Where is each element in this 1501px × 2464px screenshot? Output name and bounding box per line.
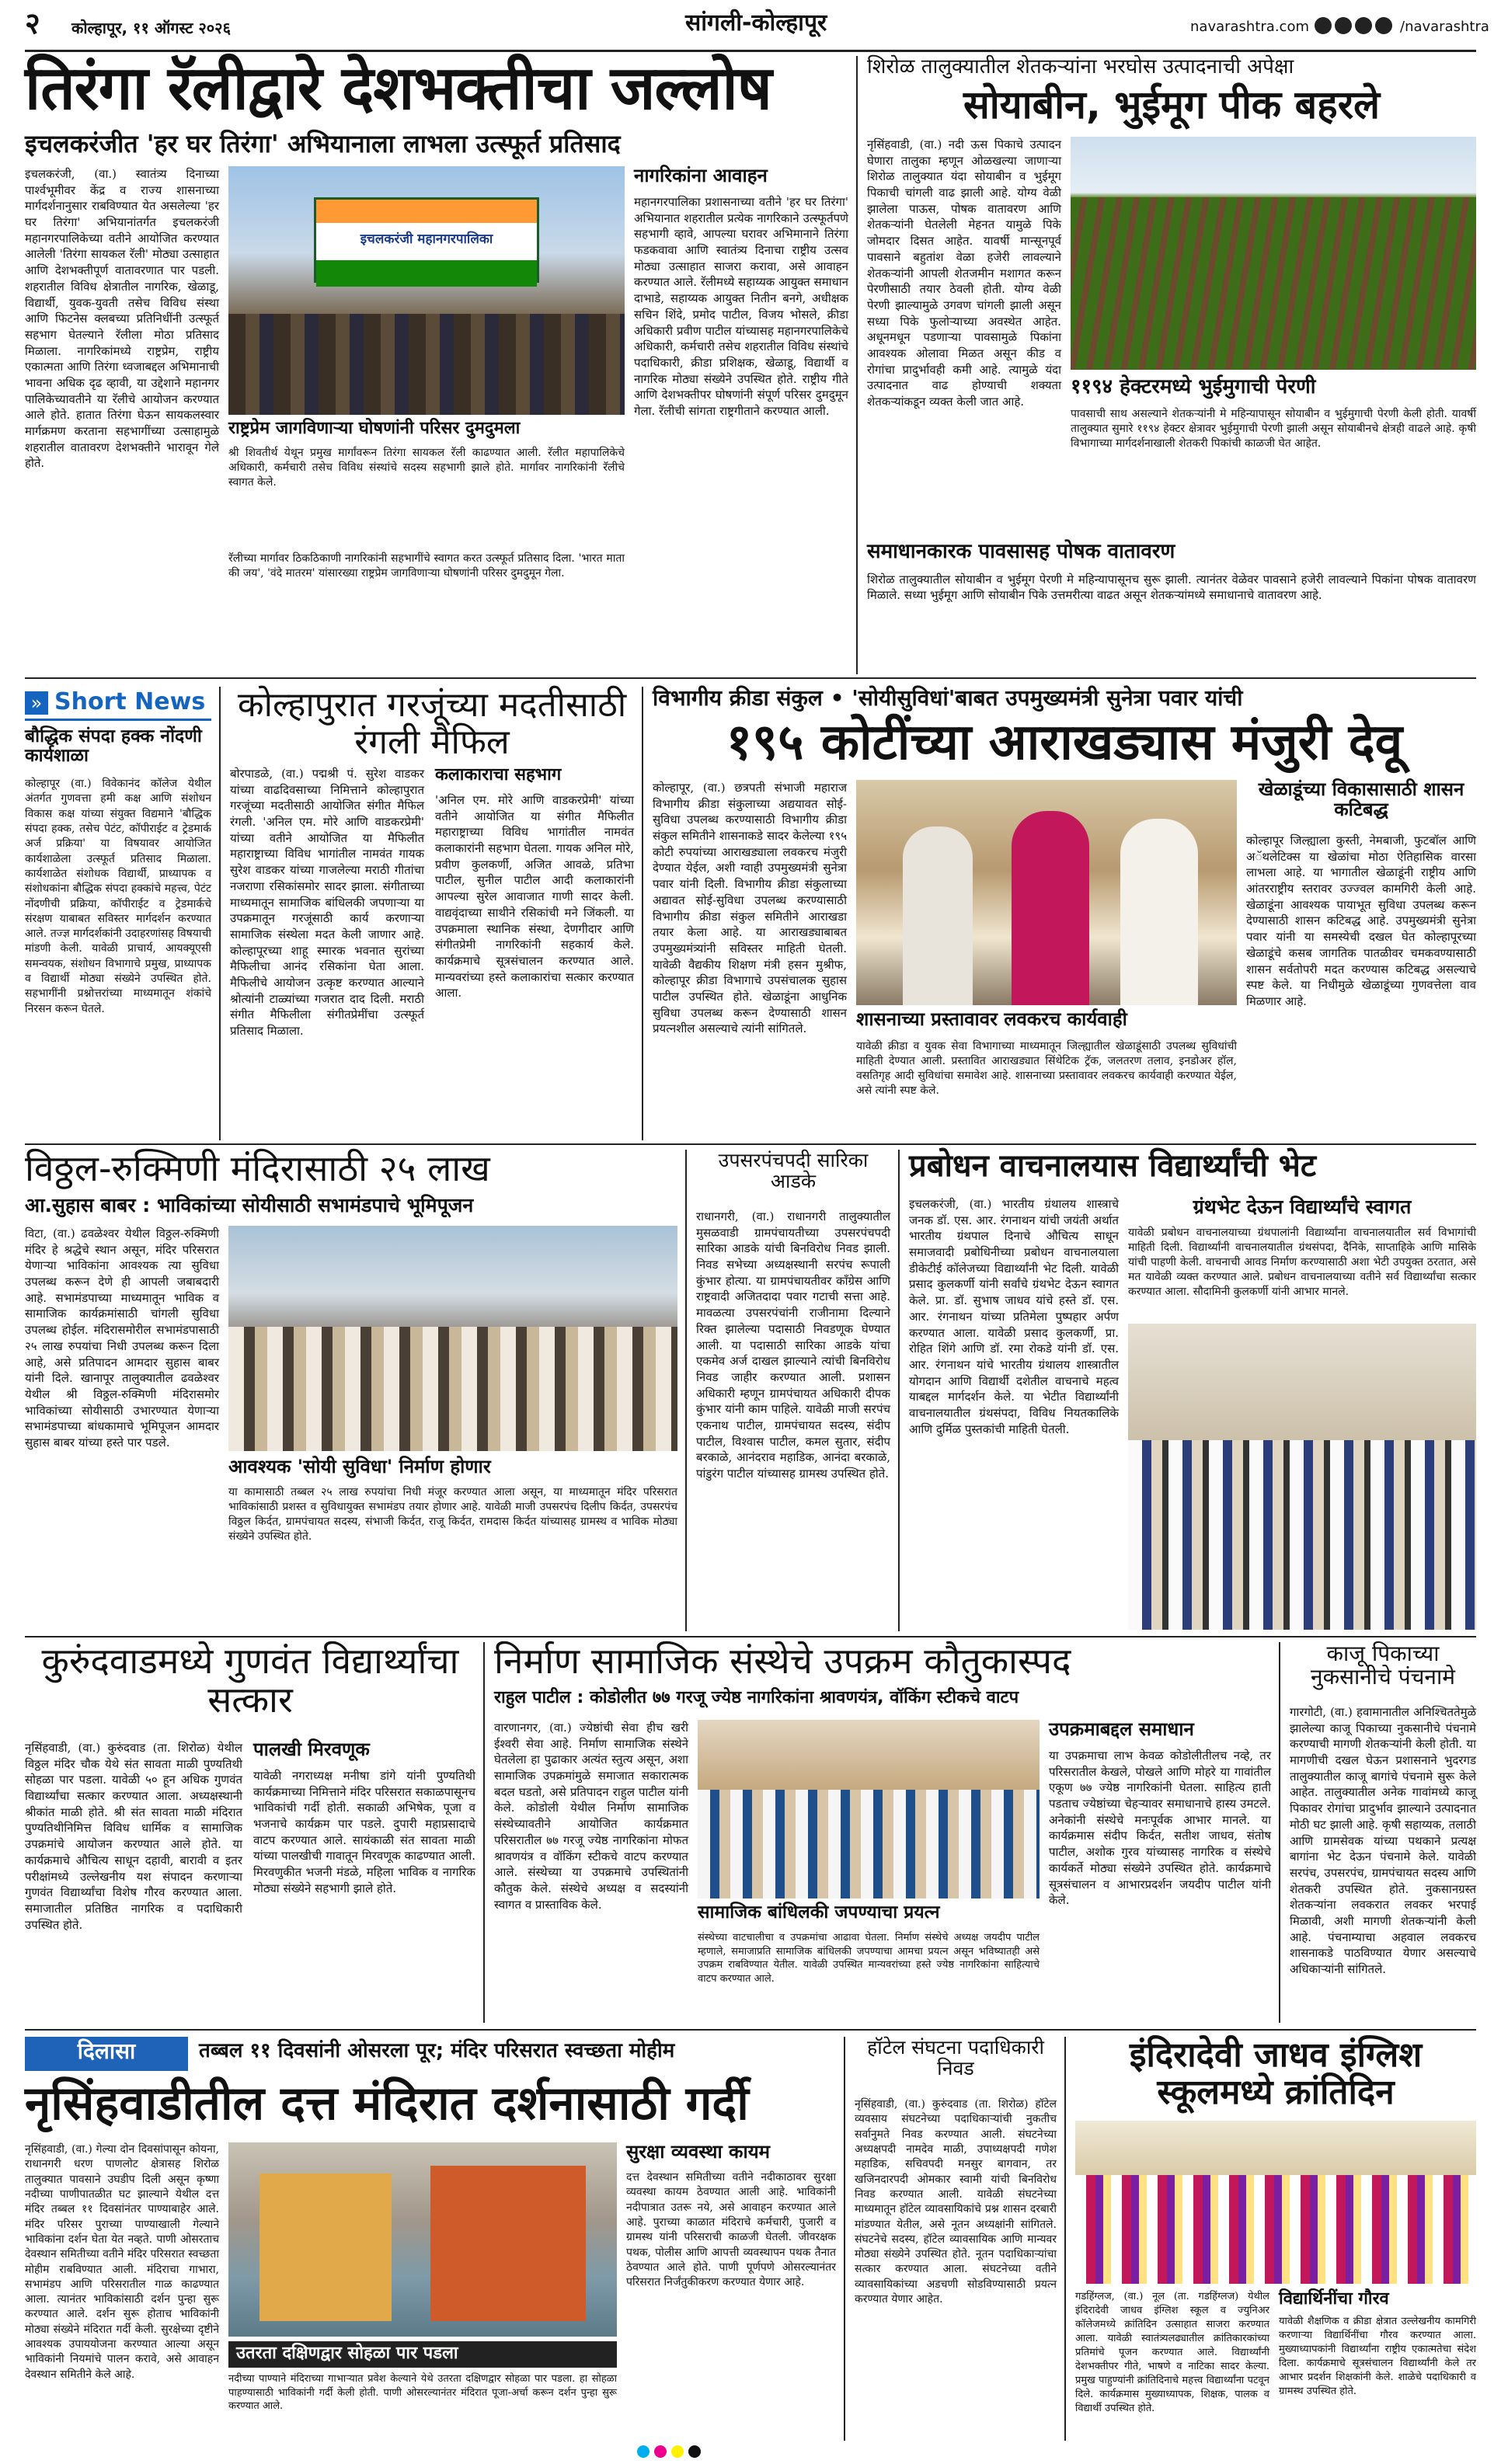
- hotel-title: हॉटेल संघटना पदाधिकारी निवड: [867, 2036, 1044, 2079]
- col-divider-2: [219, 687, 221, 1140]
- registration-dot-yellow: [671, 2445, 684, 2458]
- edition-name: सांगली-कोल्हापूर: [685, 9, 827, 37]
- masthead-rule: [25, 50, 1476, 52]
- sarika-body: राधानगरी, (वा.) राधानगरी तालुक्यातील मुसळवाडी ग्रामपंचायतीच्या उपसरपंचपदी सारिका आडके यांची बिनविरोध निवड झाली. निवड सभेच्या अध्यक्षस्थानी सरपंच रूपाली कुंभार होत्या. या ग्रामपंचायतीवर काँग्रेस आणि राष्ट्रवादी अजितदादा पवार गटाची सत्ता आहे. मावळत्या उपसरपंचांनी राजीनामा दिल्याने रिक्त झालेल्या पदासाठी निवडणूक घेण्यात आली. या पदासाठी सारिका आडके यांचा एकमेव अर्ज दाखल झाल्याने त्यांची बिनविरोध निवड जाहीर करण्यात आली. प्रशासन अधिकारी म्हणून ग्रामपंचायत अधिकारी दीपक कुंभार यांनी काम पाहिले. यावेळी माजी सरपंच एकनाथ पाटील, ग्रामपंचायत सदस्य, संदीप पाटील, विश्वास पाटील, कमल सुतार, संदीप बरकाळे, आनंदराव महाडिक, आनंदा बरकाळे, पांडुरंग पाटील यांच्यासह ग्रामस्थ उपस्थित होते.: [696, 1209, 890, 1481]
- registration-dot-cyan: [637, 2445, 650, 2458]
- col-divider-3: [642, 687, 643, 1140]
- col-divider-9: [1064, 2037, 1066, 2441]
- students-shape: [1128, 1440, 1476, 1630]
- social-handle[interactable]: /navarashtra: [1400, 19, 1489, 35]
- datta-body: नृसिंहवाडी, (वा.) गेल्या दोन दिवसांपासून कोयना, राधानगरी धरण पाणलोट क्षेत्रासह शिरोळ तालुक्यात पावसाने उघडीप दिली असून कृष्णा नदीच्या पाणीपातळीत घट झाल्याने येथील दत्त मंदिर तब्बल ११ दिवसांनंतर पाण्याबाहेर आले. मंदिर परिसर पुराच्या पाण्याखाली गेल्याने भाविकांना दर्शन घेता येत नव्हते. पाणी ओसरताच देवस्थान समितीच्या वतीने मंदिर परिसरात स्वच्छता मोहीम राबविण्यात आली. मंदिराचा गाभारा, सभामंडप आणि परिसरातील गाळ काढण्यात आला. त्यानंतर भाविकांसाठी दर्शन पुन्हा सुरू करण्यात आले. दर्शन सुरू होताच भाविकांनी मोठ्या संख्येने मंदिरात गर्दी केली. सुरक्षेच्या दृष्टीने आवश्यक उपाययोजना करण्यात आल्या असून भाविकांनी नियमांचे पालन करावे, असे आवाहन देवस्थान समितीने केले आहे.: [25, 2143, 219, 2381]
- prabodhan-side-body: यावेळी प्रबोधन वाचनालयाच्या ग्रंथपालांनी विद्यार्थ्यांना वाचनालयातील सर्व विभागांची माहिती दिली. विद्यार्थ्यांनी वाचनालयातील ग्रंथसंपदा, दैनिके, साप्ताहिके आणि मासिके यांची पाहणी केली. वाचनाची आवड निर्माण करण्यासाठी अशा भेटी उपयुक्त ठरतात, असे मत यावेळी व्यक्त करण्यात आले. प्रबोधन वाचनालयाच्या वतीने सर्व विद्यार्थ्यांचा सत्कार करण्यात आला. सौदामिनी कुलकर्णी यांनी आभार मानले.: [1128, 1227, 1476, 1298]
- kurundwad-sub-title: पालखी मिरवणूक: [253, 1738, 370, 1760]
- students-shape: [1075, 2175, 1476, 2284]
- kurundwad-body: नृसिंहवाडी, (वा.) कुरुंदवाड (ता. शिरोळ) येथील विठ्ठल मंदिर चौक येथे संत सावता माळी पुण्यतिथी सोहळा पार पडला. यावेळी ५० हून अधिक गुणवंत विद्यार्थ्यांचा सत्कार करण्यात आला. अध्यक्षस्थानी श्रीकांत माळी होते. श्री संत सावता माळी मंदिरात पुण्यतिथीनिमित्त विविध धार्मिक व सामाजिक उपक्रमांचे आयोजन करण्यात आले होते. या कार्यक्रमाचे औचित्य साधून दहावी, बारावी व इतर परीक्षांमध्ये उल्लेखनीय यश संपादन करणाऱ्या गुणवंत विद्यार्थ्यांचा विशेष गौरव करण्यात आला. समाजातील प्रतिष्ठित नागरिक व पदाधिकारी उपस्थित होते.: [25, 1741, 242, 1932]
- person-shape-2: [1012, 811, 1089, 1005]
- prabodhan-body: इचलकरंजी, (वा.) भारतीय ग्रंथालय शास्त्राचे जनक डॉ. एस. आर. रंगनाथन यांची जयंती अर्थात भारतीय ग्रंथपाल दिनाचे औचित्य साधून समाजवादी प्रबोधिनीच्या प्रबोधन वाचनालयाला डीकेटीई कॉलेजच्या विद्यार्थ्यांनी भेट दिली. यावेळी प्रसाद कुलकर्णी यांनी सर्वांचे ग्रंथभेट देऊन स्वागत केले. प्रा. डॉ. सुभाष जाधव यांचे हस्ते डॉ. एस. आर. रंगनाथन यांच्या प्रतिमेला पुष्पहार अर्पण करण्यात आला. यावेळी प्रसाद कुलकर्णी, प्रा. रोहित शिंगे आणि डॉ. रमा रोकडे यांनी डॉ. एस. आर. रंगनाथन यांचे भारतीय ग्रंथालय शास्त्रातील योगदान आणि विद्यार्थी दशेतील वाचनाचे महत्व याबद्दल मार्गदर्शन केले. या भेटीत विद्यार्थ्यांनी वाचनालयातील ग्रंथसंपदा, विविध नियतकालिके आणि दुर्मिळ पुस्तकांची माहिती घेतली.: [909, 1197, 1119, 1436]
- datta-caption-body: नदीच्या पाण्याने मंदिराच्या गाभाऱ्यात प्रवेश केल्याने येथे उतरता दक्षिणद्वार सोहळा पार पडला. हा सोहळा पाहण्यासाठी भाविकांनी गर्दी केली होती. पाणी ओसरल्यानंतर मंदिरात पूजा-अर्चा करून दर्शन पुन्हा सुरू करण्यात आले.: [228, 2373, 617, 2413]
- mehfil-sub-body: 'अनिल एम. मोरे आणि वाडकरप्रेमी' यांच्या वतीने आयोजित या संगीत मैफिलीत महाराष्ट्राच्या विविध भागांतील नामवंत कलाकारांनी सहभाग घेतला. गायक अनिल मोरे, प्रवीण कुलकर्णी, अजित आवळे, प्रतिभा पाटील, सुनील पाटील आदी कलाकारांनी आपल्या सुरेल आवाजात गाणी सादर केली. वाद्यवृंदाच्या साथीने रसिकांची मने जिंकली. या उपक्रमाला स्थानिक संस्था, देणगीदार आणि संगीतप्रेमी नागरिकांनी सहकार्य केले. कार्यक्रमाचे सूत्रसंचालन करण्यात आले. मान्यवरांच्या हस्ते कलाकारांचा सत्कार करण्यात आला.: [435, 793, 634, 1001]
- datta-photo-caption: [228, 2341, 617, 2368]
- appeal-body: महानगरपालिका प्रशासनाच्या वतीने 'हर घर तिरंगा' अभियानात शहरातील प्रत्येक नागरिकाने उत्स्फूर्तपणे सहभागी व्हावे, आपल्या घरावर अभिमानाने तिरंगा फडकवावा आणि स्वातंत्र्य दिनाचा राष्ट्रीय उत्सव मोठ्या उत्साहात साजरा करावा, असे आवाहन करण्यात आले. रॅलीमध्ये सहाय्यक आयुक्त समाधान दाभाडे, सहाय्यक आयुक्त नितीन बनगे, अधीक्षक सचिन शिंदे, प्रमोद पाटील, विजय भोसले, क्रीडा अधिकारी प्रवीण पाटील यांच्यासह महानगरपालिकेचे अधिकारी, कर्मचारी तसेच शहरातील विविध संस्थांचे पदाधिकारी, क्रीडा प्रशिक्षक, खेळाडू, विद्यार्थी व नागरिक मोठ्या संख्येने उपस्थित होते. राष्ट्रीय गीते आणि देशभक्तीपर घोषणांनी संपूर्ण परिसर दुमदुमून गेला. रॅलीची सांगता राष्ट्रगीताने करण्यात आली.: [634, 195, 848, 418]
- crowd-shape: [228, 314, 625, 415]
- soybean-field-photo: [1071, 137, 1476, 370]
- prabodhan-side-title: ग्रंथभेट देऊन विद्यार्थ्यांचे स्वागत: [1193, 1195, 1412, 1218]
- social-icons: [1315, 17, 1400, 36]
- site-url[interactable]: navarashtra.com: [1190, 19, 1309, 35]
- vitthal-photo: [228, 1226, 677, 1451]
- sarika-title: उपसरपंचपदी सारिका आडके: [718, 1149, 869, 1192]
- registration-dot-magenta: [654, 2445, 667, 2458]
- short-news-text: Short News: [54, 688, 206, 715]
- soybean-sub-body: शिरोळ तालुक्यातील सोयाबीन व भुईमूग पेरणी मे महिन्यापासूनच सुरू झाली. त्यानंतर वेळेवर पावसाने हजेरी लावल्याने पिकांना पोषक वातावरण मिळाले. सध्या भुईमूग आणि सोयाबीन पिके उत्तमरीत्या वाढत असून शेतकऱ्यांमध्ये समाधानाचे वातावरण आहे.: [867, 572, 1476, 603]
- nirman-side-body: या उपक्रमाचा लाभ केवळ कोडोलीतीलच नव्हे, तर परिसरातील केखले, पोखले आणि मोहरे या गावांतील एकूण ७७ ज्येष्ठ नागरिकांनी घेतला. साहित्य हाती पडताच ज्येष्ठांच्या चेहऱ्यावर समाधानाचे हास्य उमटले. अनेकांनी संस्थेचे मनःपूर्वक आभार मानले. या कार्यक्रमास संदीप किर्दत, सतीश जाधव, संतोष पाटील, अशोक गुरव यांच्यासह नागरिक व संस्थेचे कार्यकर्ते मोठ्या संख्येने उपस्थित होते. कार्यक्रमाचे सूत्रसंचालन व आभारप्रदर्शन जयदीप पाटील यांनी केले.: [1049, 1749, 1271, 1908]
- page-number: २: [25, 6, 40, 40]
- nirman-side-title: उपक्रमाबद्दल समाधान: [1049, 1718, 1194, 1740]
- tiranga-banner: [314, 197, 539, 283]
- krida-kicker: विभागीय क्रीडा संकुल • 'सोयीसुविधां'बाबत उपमुख्यमंत्री सुनेत्रा पवार यांची: [653, 685, 1243, 711]
- indiradevi-sub-body: यावेळी शैक्षणिक व क्रीडा क्षेत्रात उल्लेखनीय कामगिरी करणाऱ्या विद्यार्थिनींचा गौरव करण्यात आला. मुख्याध्यापकांनी विद्यार्थ्यांना राष्ट्रीय एकात्मतेचा संदेश दिला. कार्यक्रमाचे सूत्रसंचालन विद्यार्थ्यांनी केले तर आभार प्रदर्शन शिक्षकांनी केले. शाळेचे पदाधिकारी व ग्रामस्थ उपस्थित होते.: [1279, 2316, 1476, 2397]
- vitthal-headline: विठ्ठल-रुक्मिणी मंदिरासाठी २५ लाख: [25, 1147, 490, 1189]
- mehfil-headline: कोल्हापुरात गरजूंच्या मदतीसाठी रंगली मैफिल: [237, 685, 627, 762]
- krida-photo: [856, 780, 1237, 1005]
- soybean-photo-caption: ११९४ हेक्टरमध्ये भुईमुगाची पेरणी: [1071, 375, 1316, 398]
- vitthal-body: विटा, (वा.) ढवळेश्वर येथील विठ्ठल-रुक्मिणी मंदिर हे श्रद्धेचे स्थान असून, मंदिर परिसरात येणाऱ्या भाविकांना आवश्यक त्या सुविधा उपलब्ध करून देणे ही आपली जबाबदारी आहे. सभामंडपाच्या माध्यमातून भाविक व सामाजिक कार्यक्रमांसाठी चांगली सुविधा उपलब्ध होईल. मंदिरासमोरील सभामंडपासाठी २५ लाख रुपयांचा निधी उपलब्ध करून दिला आहे, असे प्रतिपादन आमदार सुहास बाबर यांनी दिले. खानापूर तालुक्यातील ढवळेश्वर येथील श्री विठ्ठल-रुक्मिणी मंदिरासमोर भाविकांच्या सोयीसाठी उभारण्यात येणाऱ्या सभामंडपाच्या बांधकामाचे भूमिपूजन आमदार सुहास बाबर यांच्या हस्ते पार पडले.: [25, 1227, 219, 1450]
- prabodhan-photo: [1128, 1324, 1476, 1630]
- kurundwad-headline: कुरुंदवाडमध्ये गुणवंत विद्यार्थ्यांचा सत्कार: [41, 1640, 459, 1721]
- x-icon[interactable]: [1335, 17, 1352, 34]
- temple-shape: [259, 2173, 392, 2321]
- registration-dot-black: [688, 2445, 701, 2458]
- krida-photo-caption: शासनाच्या प्रस्तावावर लवकरच कार्यवाही: [856, 1008, 1127, 1030]
- row-rule-1: [25, 677, 1476, 679]
- appeal-title: नागरिकांना आवाहन: [634, 165, 768, 186]
- nirman-headline: निर्माण सामाजिक संस्थेचे उपक्रम कौतुकास्पद: [494, 1640, 1071, 1682]
- crowd-shape: [228, 1327, 677, 1451]
- temple-shape-2: [430, 2166, 586, 2321]
- tiranga-photo: [228, 166, 625, 415]
- nirman-body: वारणानगर, (वा.) ज्येष्ठांची सेवा हीच खरी ईश्वरी सेवा आहे. निर्माण सामाजिक संस्थेने घेतलेला हा पुढाकार अत्यंत स्तुत्य असून, अशा सामाजिक उपक्रमांमुळे समाजात सकारात्मक बदल घडतो, असे प्रतिपादन राहुल पाटील यांनी केले. कोडोली येथील निर्माण सामाजिक संस्थेच्यावतीने आयोजित कार्यक्रमात परिसरातील ७७ गरजू ज्येष्ठ नागरिकांना मोफत श्रावणयंत्र व वॉकिंग स्टीकचे वाटप करण्यात आले. संस्थेच्या या उपक्रमाचे उपस्थितांनी कौतुक केले. संस्थेचे अध्यक्ष व सदस्यांनी स्वागत व प्रास्ताविक केले.: [494, 1721, 688, 1912]
- kurundwad-sub-body: यावेळी नगराध्यक्ष मनीषा डांगे यांनी पुण्यतिथी कार्यक्रमाच्या निमित्ताने मंदिर परिसरात सकाळपासूनच भाविकांची गर्दी होती. सकाळी अभिषेक, पूजा व भजनाचे कार्यक्रम पार पडले. दुपारी महाप्रसादाचे वाटप करण्यात आले. सायंकाळी संत सावता माळी यांच्या पालखीची गावातून मिरवणूक काढण्यात आली. मिरवणुकीत भजनी मंडळे, महिला भाविक व नागरिक मोठ्या संख्येने सहभागी झाले होते.: [253, 1769, 475, 1895]
- chevron-right-icon: »: [25, 691, 48, 715]
- short-news-label: [25, 687, 211, 721]
- person-shape-3: [1120, 819, 1198, 1005]
- krida-side-body: कोल्हापूर जिल्ह्याला कुस्ती, नेमबाजी, फुटबॉल आणि अॅथलेटिक्स या खेळांचा मोठा ऐतिहासिक वारसा लाभला आहे. या भागातील खेळाडूंनी राष्ट्रीय आणि आंतरराष्ट्रीय स्तरावर उज्ज्वल कामगिरी केली आहे. खेळाडूंना आवश्यक पायाभूत सुविधा उपलब्ध करून देण्यासाठी शासन कटिबद्ध आहे. उपमुख्यमंत्री सुनेत्रा पवार यांनी या समस्येची दखल घेत कोल्हापूरच्या खेळाडूंचे कसब जागतिक पातळीवर चमकवण्यासाठी शासन सर्वतोपरी मदत करण्यास कटिबद्ध असल्याचे स्पष्ट केले. या निधीमुळे खेळाडूंच्या गुणवत्तेला वाव मिळणार आहे.: [1246, 834, 1476, 1008]
- indiradevi-headline: इंदिरादेवी जाधव इंग्लिश स्कूलमध्ये क्रांतिदिन: [1129, 2035, 1423, 2112]
- facebook-icon[interactable]: [1315, 17, 1332, 34]
- tiranga-body: इचलकरंजी, (वा.) स्वातंत्र्य दिनाच्या पार्श्वभूमीवर केंद्र व राज्य शासनाच्या मार्गदर्शनानुसार राबविण्यात येत असलेल्या 'हर घर तिरंगा' अभियानांतर्गत इचलकरंजी महानगरपालिकेच्या वतीने आयोजित करण्यात आलेली 'तिरंगा सायकल रॅली' मोठ्या उत्साहात आणि देशभक्तीपूर्ण वातावरणात पार पडली. शहरातील विविध क्षेत्रातील नागरिक, खेळाडू, विद्यार्थी, युवक-युवती तसेच विविध संस्था आणि फिटनेस क्लबच्या प्रतिनिधींनी उत्स्फूर्त सहभाग घेतल्याने रॅलीला मोठा प्रतिसाद मिळाला. नागरिकांमध्ये राष्ट्रप्रेम, राष्ट्रीय एकात्मता आणि तिरंगा ध्वजाबद्दल अभिमानाची भावना अधिक दृढ व्हावी, या उद्देशाने महानगर पालिकेच्यावतीने या रॅलीचे आयोजन करण्यात आले होते. हातात तिरंगा घेऊन सायकलस्वार मार्गक्रमण करताना सहभागींच्या उत्साहामुळे शहरातील वातावरण देशभक्तीने भारावून गेले होते.: [25, 167, 219, 471]
- registration-marks: [637, 2444, 870, 2459]
- tiranga-caption-2: रॅलीच्या मार्गावर ठिकठिकाणी नागरिकांनी सहभागींचे स्वागत करत उत्स्फूर्त प्रतिसाद दिला. 'भारत माता की जय', 'वंदे मातरम' यांसारख्या राष्ट्रप्रेम जागविणाऱ्या घोषणांनी परिसर दुमदुमून गेला.: [228, 552, 625, 579]
- indiradevi-sub-title: विद्यार्थिनींचा गौरव: [1279, 2289, 1389, 2309]
- banner-text: इचलकरंजी महानगरपालिका: [316, 223, 537, 260]
- crop-rows: [1071, 197, 1476, 370]
- mehfil-body: बोरपाडळे, (वा.) पद्मश्री पं. सुरेश वाडकर यांच्या वाढदिवसाच्या निमित्ताने कोल्हापुरात गरजूंच्या मदतीसाठी आयोजित संगीत मैफिल रंगली. 'अनिल एम. मोरे आणि वाडकरप्रेमी' यांच्या वतीने आयोजित या मैफिलीत महाराष्ट्राच्या विविध भागांतील नामवंत गायक सुरेश वाडकर यांच्या गाजलेल्या मराठी गीतांचा नजराणा रसिकांसमोर सादर झाला. संगीताच्या माध्यमातून सामाजिक बांधिलकी जपणाऱ्या या उपक्रमातून गरजूंसाठी कार्य करणाऱ्या सामाजिक संस्थेला मदत केली जाणार आहे. कोल्हापूरच्या शाहू स्मारक भवनात सुरांच्या मैफिलीचा आनंद रसिकांना घेता आला. मैफिलीचे आयोजन उत्कृष्ट करण्यात आल्याने श्रोत्यांनी टाळ्यांच्या गजरात दाद दिली. मराठी संगीत मैफिलीला संगीतप्रेमींचा उत्स्फूर्त प्रतिसाद मिळाला.: [230, 767, 424, 1038]
- indiradevi-body: गडहिंग्लज, (वा.) नूल (ता. गडहिंग्लज) येथील इंदिरादेवी जाधव इंग्लिश स्कूल व ज्युनिअर कॉलेजमध्ये क्रांतिदिन उत्साहात साजरा करण्यात आला. यावेळी स्वातंत्र्यलढ्यातील क्रांतिकारकांच्या प्रतिमांचे पूजन करण्यात आले. विद्यार्थ्यांनी देशभक्तीपर गीते, भाषणे व नाटिका सादर केल्या. प्रमुख पाहुण्यांनी क्रांतिदिनाचे महत्त्व विद्यार्थ्यांना पटवून दिले. कार्यक्रमास मुख्याध्यापक, शिक्षक, पालक व विद्यार्थी उपस्थित होते.: [1075, 2291, 1269, 2414]
- indiradevi-photo: [1075, 2121, 1476, 2284]
- group-shape: [698, 1790, 1040, 1898]
- instagram-icon[interactable]: [1355, 17, 1372, 34]
- page-date: कोल्हापूर, ११ ऑगस्ट २०२६: [71, 19, 231, 37]
- col-divider-1: [856, 56, 858, 674]
- dilasa-text: दिलासा: [77, 2038, 136, 2064]
- tiranga-headline: तिरंगा रॅलीद्वारे देशभक्तीचा जल्लोष: [25, 54, 771, 124]
- vitthal-sub-title: आवश्यक 'सोयी सुविधा' निर्माण होणार: [228, 1456, 491, 1477]
- short-news-body: कोल्हापूर (वा.) विवेकानंद कॉलेज येथील अंतर्गत गुणवत्ता हमी कक्ष आणि संशोधन विकास कक्ष यांच्या संयुक्त विद्यमाने 'बौद्धिक संपदा हक्क, तसेच पेटंट, कॉपीराईट व ट्रेडमार्क अर्ज प्रक्रिया' या विषयावर आयोजित कार्यशाळेला उत्स्फूर्त प्रतिसाद मिळाला. कार्यशाळेत संशोधक विद्यार्थी, प्राध्यापक व संशोधकांना बौद्धिक संपदा हक्कांचे महत्त्व, पेटंट नोंदणीची प्रक्रिया, कॉपीराईट व ट्रेडमार्कचे संरक्षण याबाबत सविस्तर मार्गदर्शन करण्यात आले. तज्ज्ञ मार्गदर्शकांनी उदाहरणांसह विषयाची मांडणी केली. यावेळी प्राचार्य, आयक्यूएसी समन्वयक, संशोधन विभागाचे प्रमुख, प्राध्यापक व विद्यार्थी मोठ्या संख्येने उपस्थित होते. सहभागींनी प्रश्नोत्तरांच्या माध्यमातून शंकांचे निरसन करून घेतले.: [25, 778, 211, 1015]
- col-divider-8: [844, 2037, 845, 2441]
- hotel-body: नृसिंहवाडी, (वा.) कुरुंदवाड (ता. शिरोळ) हॉटेल व्यवसाय संघटनेच्या पदाधिकाऱ्यांची नुकतीच सर्वानुमते निवड करण्यात आली. संघटनेच्या अध्यक्षपदी नामदेव माळी, उपाध्यक्षपदी गणेश महाडिक, सचिवपदी मनसुर बागवान, तर खजिनदारपदी ओमकार स्वामी यांची बिनविरोध निवड करण्यात आली. यावेळी संघटनेच्या माध्यमातून हॉटेल व्यावसायिकांचे प्रश्न शासन दरबारी मांडण्यात येतील, असे नूतन अध्यक्षांनी सांगितले. संघटनेचे सदस्य, हॉटेल व्यावसायिक आणि मान्यवर मोठ्या संख्येने उपस्थित होते. नूतन पदाधिकाऱ्यांचा सत्कार करण्यात आला. संघटनेच्या वतीने व्यावसायिकांच्या अडचणी सोडविण्यासाठी प्रयत्न करण्यात येणार आहेत.: [855, 2098, 1057, 2306]
- kaju-headline: काजू पिकाच्या नुकसानीचे पंचनामे: [1311, 1641, 1455, 1690]
- mehfil-sub-title: कलाकाराचा सहभाग: [435, 765, 562, 785]
- datta-headline: नृसिंहवाडीतील दत्त मंदिरात दर्शनासाठी गर्दी: [25, 2076, 749, 2131]
- datta-sub-title: सुरक्षा व्यवस्था कायम: [626, 2141, 770, 2163]
- short-news-title: बौद्धिक संपदा हक्क नोंदणी कार्यशाळा: [25, 726, 202, 766]
- nirman-photo-caption: सामाजिक बांधिलकी जपण्याचा प्रयत्न: [698, 1902, 940, 1923]
- soybean-kicker: शिरोळ तालुक्यातील शेतकऱ्यांना भरघोस उत्पादनाची अपेक्षा: [867, 55, 1294, 78]
- col-divider-5: [898, 1150, 900, 1631]
- soybean-headline: सोयाबीन, भुईमूग पीक बहरले: [963, 82, 1381, 127]
- prabodhan-headline: प्रबोधन वाचनालयास विद्यार्थ्यांची भेट: [909, 1148, 1317, 1184]
- nirman-subhead: राहुल पाटील : कोडोलीत ७७ गरजू ज्येष्ठ नागरिकांना श्रावणयंत्र, वॉकिंग स्टीकचे वाटप: [494, 1688, 1019, 1707]
- datta-kicker: तब्बल ११ दिवसांनी ओसरला पूर; मंदिर परिसरात स्वच्छता मोहीम: [199, 2039, 675, 2062]
- krida-headline: १९५ कोटींच्या आराखड्यास मंजुरी देवू: [726, 714, 1403, 771]
- vitthal-subhead: आ.सुहास बाबर : भाविकांच्या सोयीसाठी सभामंडपाचे भूमिपूजन: [25, 1194, 474, 1216]
- tiranga-caption-1: श्री शिवतीर्थ येथून प्रमुख मार्गांवरून तिरंगा सायकल रॅली काढण्यात आली. रॅलीत महापालिकेचे अधिकारी, कर्मचारी तसेच विविध संस्थांचे सदस्य सहभागी झाले होते. मार्गावर नागरिकांनी रॅलीचे स्वागत केले.: [228, 447, 625, 489]
- krida-body: कोल्हापूर, (वा.) छत्रपती संभाजी महाराज विभागीय क्रीडा संकुलाच्या अद्ययावत सोई-सुविधा उपलब्ध करण्यासाठी विभागीय क्रीडा संकुल समितीने शासनाकडे सादर केलेल्या १९५ कोटी रुपयांच्या आराखड्याला लवकरच मंजुरी देण्यात येईल, अशी ग्वाही उपमुख्यमंत्री सुनेत्रा पवार यांनी दिली. विभागीय क्रीडा संकुलाच्या अद्यावत सोई-सुविधा उपलब्ध करण्यासाठी विभागीय क्रीडा संकुल समितीने आराखडा तयार केला आहे. या आराखड्याबाबत उपमुख्यमंत्र्यांनी सविस्तर माहिती घेतली. यावेळी वैद्यकीय शिक्षण मंत्री हसन मुश्रीफ, कोल्हापूर क्रीडा विभागाचे उपसंचालक सुहास पाटील उपस्थित होते. खेळाडूंना आधुनिक सुविधा उपलब्ध करून देण्यासाठी शासन प्रयत्नशील असल्याचे त्यांनी सांगितले.: [653, 781, 847, 1036]
- datta-sub-body: दत्त देवस्थान समितीच्या वतीने नदीकाठावर सुरक्षा व्यवस्था कायम ठेवण्यात आली आहे. भाविकांनी नदीपात्रात उतरू नये, असे आवाहन करण्यात आले आहे. पुराच्या काळात मंदिराचे कर्मचारी, पुजारी व ग्रामस्थ यांनी परिसराची काळजी घेतली. जीवरक्षक पथक, पोलीस आणि आपत्ती व्यवस्थापन पथक तैनात ठेवण्यात आले होते. पाणी पूर्णपणे ओसरल्यानंतर परिसरात निर्जंतुकीकरण करण्यात येणार आहे.: [626, 2171, 836, 2289]
- soybean-caption-body: पावसाची साथ असल्याने शेतकऱ्यांनी मे महिन्यापासून सोयाबीन व भुईमुगाची पेरणी केली होती. यावर्षी तालुक्यात सुमारे ११९४ हेक्टर क्षेत्रावर भुईमुगाची पेरणी झाली असून सोयाबीनचे क्षेत्रही वाढले आहे. कृषी विभागाच्या मार्गदर्शनाखाली शेतकरी पिकांची काळजी घेत आहेत.: [1071, 408, 1476, 450]
- soybean-body: नृसिंहवाडी, (वा.) नदी ऊस पिकाचे उत्पादन घेणारा तालुका म्हणून ओळखल्या जाणाऱ्या शिरोळ तालुक्यात यंदा सोयाबीन व भुईमूग पिकाची चांगली वाढ झाली आहे. योग्य वेळी झालेला पाऊस, पोषक वातावरण आणि शेतकऱ्यांनी घेतलेली मेहनत यामुळे पिके जोमदार दिसत आहेत. यावर्षी मान्सूनपूर्व पावसाने बहुतांश वेळा हजेरी लावल्याने शेतकऱ्यांनी आपली शेतजमीन मशागत करून पेरणीसाठी तयार ठेवली होती. योग्य वेळी पेरणी झाल्यामुळे उगवण चांगली झाली असून सध्या पिके फुलोऱ्याच्या अवस्थेत आहेत. अधूनमधून पडणाऱ्या पावसामुळे पिकांना आवश्यक ओलावा मिळत असून कीड व रोगांचा प्रादुर्भावही कमी आहे. त्यामुळे यंदा उत्पादनात वाढ होण्याची शक्यता शेतकऱ्यांकडून व्यक्त केली जात आहे.: [867, 137, 1061, 409]
- masthead: [25, 6, 1489, 48]
- youtube-icon[interactable]: [1375, 17, 1392, 34]
- person-shape-1: [903, 827, 973, 1005]
- krida-caption-body: यावेळी क्रीडा व युवक सेवा विभागाच्या माध्यमातून जिल्ह्यातील खेळाडूंसाठी उपलब्ध सुविधांची माहिती देण्यात आली. प्रस्तावित आराखड्यात सिंथेटिक ट्रॅक, जलतरण तलाव, इनडोअर हॉल, वसतिगृह आदी सुविधांचा समावेश आहे. शासनाच्या प्रस्तावावर लवकरच कार्यवाही करण्यात येईल, असे त्यांनी स्पष्ट केले.: [856, 1040, 1237, 1097]
- row-rule-3: [25, 1636, 1476, 1637]
- row-rule-2: [25, 1143, 1476, 1145]
- tiranga-subhead: इचलकरंजीत 'हर घर तिरंगा' अभियानाला लाभला उत्स्फूर्त प्रतिसाद: [25, 129, 621, 158]
- vitthal-sub-body: या कामासाठी तब्बल २५ लाख रुपयांचा निधी मंजूर करण्यात आला असून, या माध्यमातून मंदिर परिसरात भाविकांसाठी प्रशस्त व सुविधायुक्त सभामंडप तयार होणार आहे. यावेळी माजी उपसरपंच दिलीप किर्दत, उपसरपंच विठ्ठल किर्दत, ग्रामपंचायत सदस्य, संभाजी किर्दत, राजू किर्दत, रामदास किर्दत यांच्यासह ग्रामस्थ व भाविक मोठ्या संख्येने उपस्थित होते.: [228, 1486, 677, 1543]
- datta-photo-caption-text: उतरता दक्षिणद्वार सोहळा पार पडला: [236, 2344, 458, 2363]
- nirman-photo: [698, 1720, 1040, 1898]
- nirman-caption-body: संस्थेच्या वाटचालीचा व उपक्रमांचा आढावा घेतला. निर्माण संस्थेचे अध्यक्ष जयदीप पाटील म्हणाले, समाजाप्रति सामाजिक बांधिलकी जपण्याचा आमचा प्रयत्न असून भविष्यातही असे उपक्रम राबविण्यात येतील. यावेळी उपस्थित मान्यवरांच्या हस्ते ज्येष्ठ नागरिकांना साहित्याचे वाटप करण्यात आले.: [698, 1932, 1040, 1985]
- kaju-body: गारगोटी, (वा.) हवामानातील अनिश्चिततेमुळे झालेल्या काजू पिकाच्या नुकसानीचे पंचनामे करण्याची मागणी शेतकऱ्यांनी केली होती. या मागणीची दखल घेऊन प्रशासनाने भुदरगड तालुक्यातील काजू बागांचे पंचनामे सुरू केले आहेत. तालुक्यातील अनेक गावांमध्ये काजू पिकावर रोगांचा प्रादुर्भाव झाल्याने उत्पादनात मोठी घट झाली आहे. कृषी सहाय्यक, तलाठी आणि ग्रामसेवक यांच्या पथकाने प्रत्यक्ष बागांना भेट देऊन पंचनामे केले. यावेळी सरपंच, उपसरपंच, ग्रामपंचायत सदस्य आणि शेतकरी उपस्थित होते. नुकसानग्रस्त शेतकऱ्यांना लवकरात लवकर भरपाई मिळावी, अशी मागणी शेतकऱ्यांनी केली आहे. पंचनाम्याचा अहवाल लवकरच शासनाकडे पाठविण्यात येणार असल्याचे अधिकाऱ्यांनी सांगितले.: [1290, 1705, 1476, 1976]
- col-divider-7: [1279, 1642, 1280, 2023]
- row-rule-4: [25, 2029, 1476, 2031]
- datta-photo: [228, 2142, 617, 2337]
- soybean-sub-title: समाधानकारक पावसासह पोषक वातावरण: [867, 540, 1175, 563]
- dilasa-label: [25, 2037, 188, 2071]
- col-divider-4: [685, 1150, 687, 1631]
- col-divider-6: [483, 1642, 485, 2023]
- krida-side-title: खेळाडूंच्या विकासासाठी शासन कटिबद्ध: [1258, 778, 1464, 820]
- tiranga-photo-caption: राष्ट्रप्रेम जागविणाऱ्या घोषणांनी परिसर दुमदुमला: [228, 419, 521, 438]
